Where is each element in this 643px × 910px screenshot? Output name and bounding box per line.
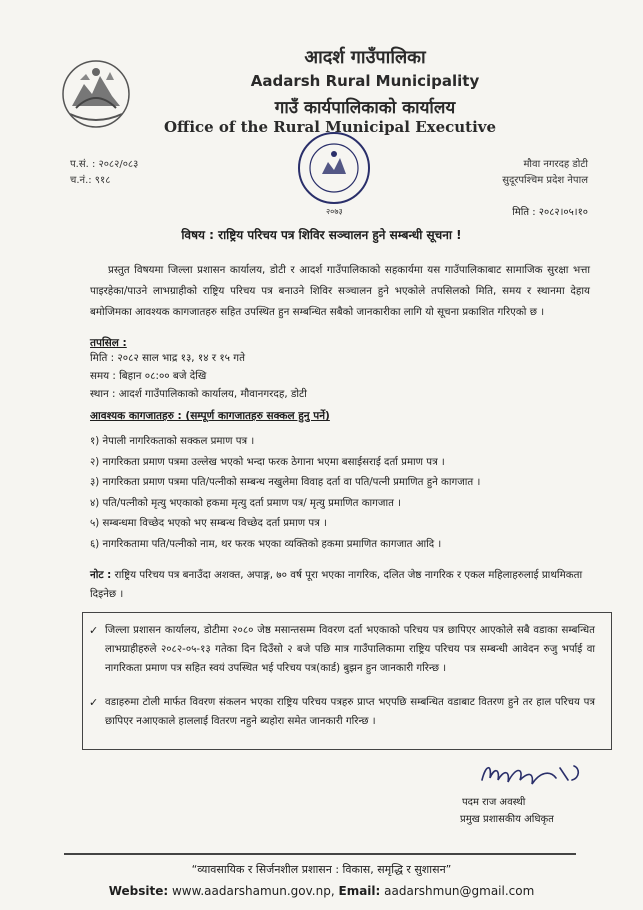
contact-footer xyxy=(0,884,643,898)
signatory-title: प्रमुख प्रशासकीय अधिकृत xyxy=(460,814,554,825)
list-item: २) नागरिकता प्रमाण पत्रमा उल्लेख भएको भन्दा फरक ठेगाना भएमा बसाईसराई दर्ता प्रमाण पत्र । xyxy=(90,456,445,468)
letter-date: मिति : २०८२।०५।१० xyxy=(512,207,588,218)
handwritten-signature xyxy=(476,758,586,792)
note-text: राष्ट्रिय परिचय पत्र बनाउँदा अशक्त, अपाङ्ग, ७० वर्ष पूरा भएका नागरिक, दलित जेष्ठ नागरिक र एकल महिलाहरुलाई प्राथमिकता दिइनेछ । xyxy=(90,569,583,600)
details-heading: तपसिल : xyxy=(90,337,127,349)
list-item: ३) नागरिकता प्रमाण पत्रमा पति/पत्नीको सम्बन्ध नखुलेमा विवाह दर्ता वा पति/पत्नी प्रमाणित हुने कागजात । xyxy=(90,477,481,488)
intro-paragraph xyxy=(90,260,590,323)
office-stamp xyxy=(296,130,372,206)
intro-text: प्रस्तुत विषयमा जिल्ला प्रशासन कार्यालय, डोटी र आदर्श गाउँपालिकाको सहकार्यमा यस गाउँपालिकाबाट सामाजिक सुरक्षा भत्ता पाइरहेका/पाउने लाभग्राहीको राष्ट्रिय परिचय पत्र बनाउने शिविर सञ्चालन हुने भएकोले तपसिलको मिति, समय र स्थानमा देहाय बमोजिमका आवश्यक कागजातहरु सहित उपस्थित हुन सम्बन्धित सबैको जानकारीका लागि यो सूचना प्रकाशित गरिएको छ । xyxy=(90,264,590,318)
letter-number: प.सं. : २०८२/०८३ xyxy=(70,159,139,170)
list-item: ४) पति/पत्नीको मृत्यु भएकाको हकमा मृत्यु दर्ता प्रमाण पत्र/ मृत्यु प्रमाणित कागजात । xyxy=(90,497,402,509)
email-link[interactable]: aadarshmun@gmail.com xyxy=(384,884,535,898)
camp-date: मिति : २०८२ साल भाद्र १३, १४ र १५ गते xyxy=(90,352,245,364)
footer-divider xyxy=(64,853,576,855)
note-label: नोट : xyxy=(90,569,112,581)
priority-note xyxy=(90,566,590,604)
website-link[interactable]: www.aadarshamun.gov.np, xyxy=(171,884,335,898)
boxed-note xyxy=(89,621,595,678)
documents-list xyxy=(90,433,480,556)
nepal-emblem-icon xyxy=(60,58,132,130)
municipality-title-np: आदर्श गाउँपालिका xyxy=(304,47,426,68)
municipality-title-en: Aadarsh Rural Municipality xyxy=(250,72,480,90)
website-label: Website: xyxy=(108,884,169,898)
office-title-en: Office of the Rural Municipal Executive xyxy=(163,118,497,136)
boxed-note-text: जिल्ला प्रशासन कार्यालय, डोटीमा २०८० जेष्ठ मसान्तसम्म विवरण दर्ता भएकाको परिचय पत्र छापिएर आएकोले सबै वडाका सम्बन्धित लाभग्राहीहरुले २०८२-०५-१३ गतेका दिन दिउँसो २ बजे पछि मात्र गाउँपालिकामा राष्ट्रिय परिचय पत्र सम्बन्धी आवेदन रुजु भर्पाई वा नागरिकता प्रमाण पत्र सहित स्वयं उपस्थित भई परिचय पत्र(कार्ड) बुझन हुन जानकारी गरिन्छ । xyxy=(105,625,595,674)
boxed-note xyxy=(89,693,595,731)
camp-place: स्थान : आदर्श गाउँपालिकाको कार्यालय, मौवानगरदह, डोटी xyxy=(90,388,307,400)
important-notice-box xyxy=(82,612,612,750)
stamp-number: २०७३ xyxy=(326,207,343,216)
documents-heading: आवश्यक कागजातहरु : (सम्पूर्ण कागजातहरु सक्कल हुनु पर्ने) xyxy=(90,410,330,422)
email-label: Email: xyxy=(338,884,381,898)
checkmark-icon: ✓ xyxy=(89,696,99,709)
office-title-np: गाउँ कार्यपालिकाको कार्यालय xyxy=(274,98,456,118)
checkmark-icon: ✓ xyxy=(89,624,99,637)
list-item: १) नेपाली नागरिकताको सक्कल प्रमाण पत्र । xyxy=(90,436,255,447)
office-motto: “व्यावसायिक र सिर्जनशील प्रशासन : विकास, समृद्धि र सुशासन” xyxy=(191,863,452,876)
boxed-note-text: वडाहरुमा टोली मार्फत विवरण संकलन भएका राष्ट्रिय परिचय पत्रहरु प्राप्त भएपछि सम्बन्धित वडाबाट वितरण हुने तर हाल परिचय पत्र छापिएर नआएकाले हाललाई वितरण नहुने ब्यहोरा समेत जानकारी गरिन्छ । xyxy=(105,697,595,727)
list-item: ६) नागरिकतामा पति/पत्नीको नाम, थर फरक भएका व्यक्तिको हकमा प्रमाणित कागजात आदि । xyxy=(90,538,442,550)
address-line-1: मौवा नगरदह डोटी xyxy=(523,159,588,170)
signatory-name: पदम राज अवस्थी xyxy=(462,797,526,808)
address-line-2: सुदूरपश्चिम प्रदेश नेपाल xyxy=(502,175,588,186)
camp-time: समय : बिहान ०८:०० बजे देखि xyxy=(90,370,207,382)
list-item: ५) सम्बन्धमा विच्छेद भएको भए सम्बन्ध विच्छेद दर्ता प्रमाण पत्र । xyxy=(90,518,327,529)
dispatch-number: च.नं.: ९१८ xyxy=(70,175,111,186)
notice-subject: विषय : राष्ट्रिय परिचय पत्र शिविर सञ्चालन हुने सम्बन्धी सूचना ! xyxy=(181,228,462,242)
